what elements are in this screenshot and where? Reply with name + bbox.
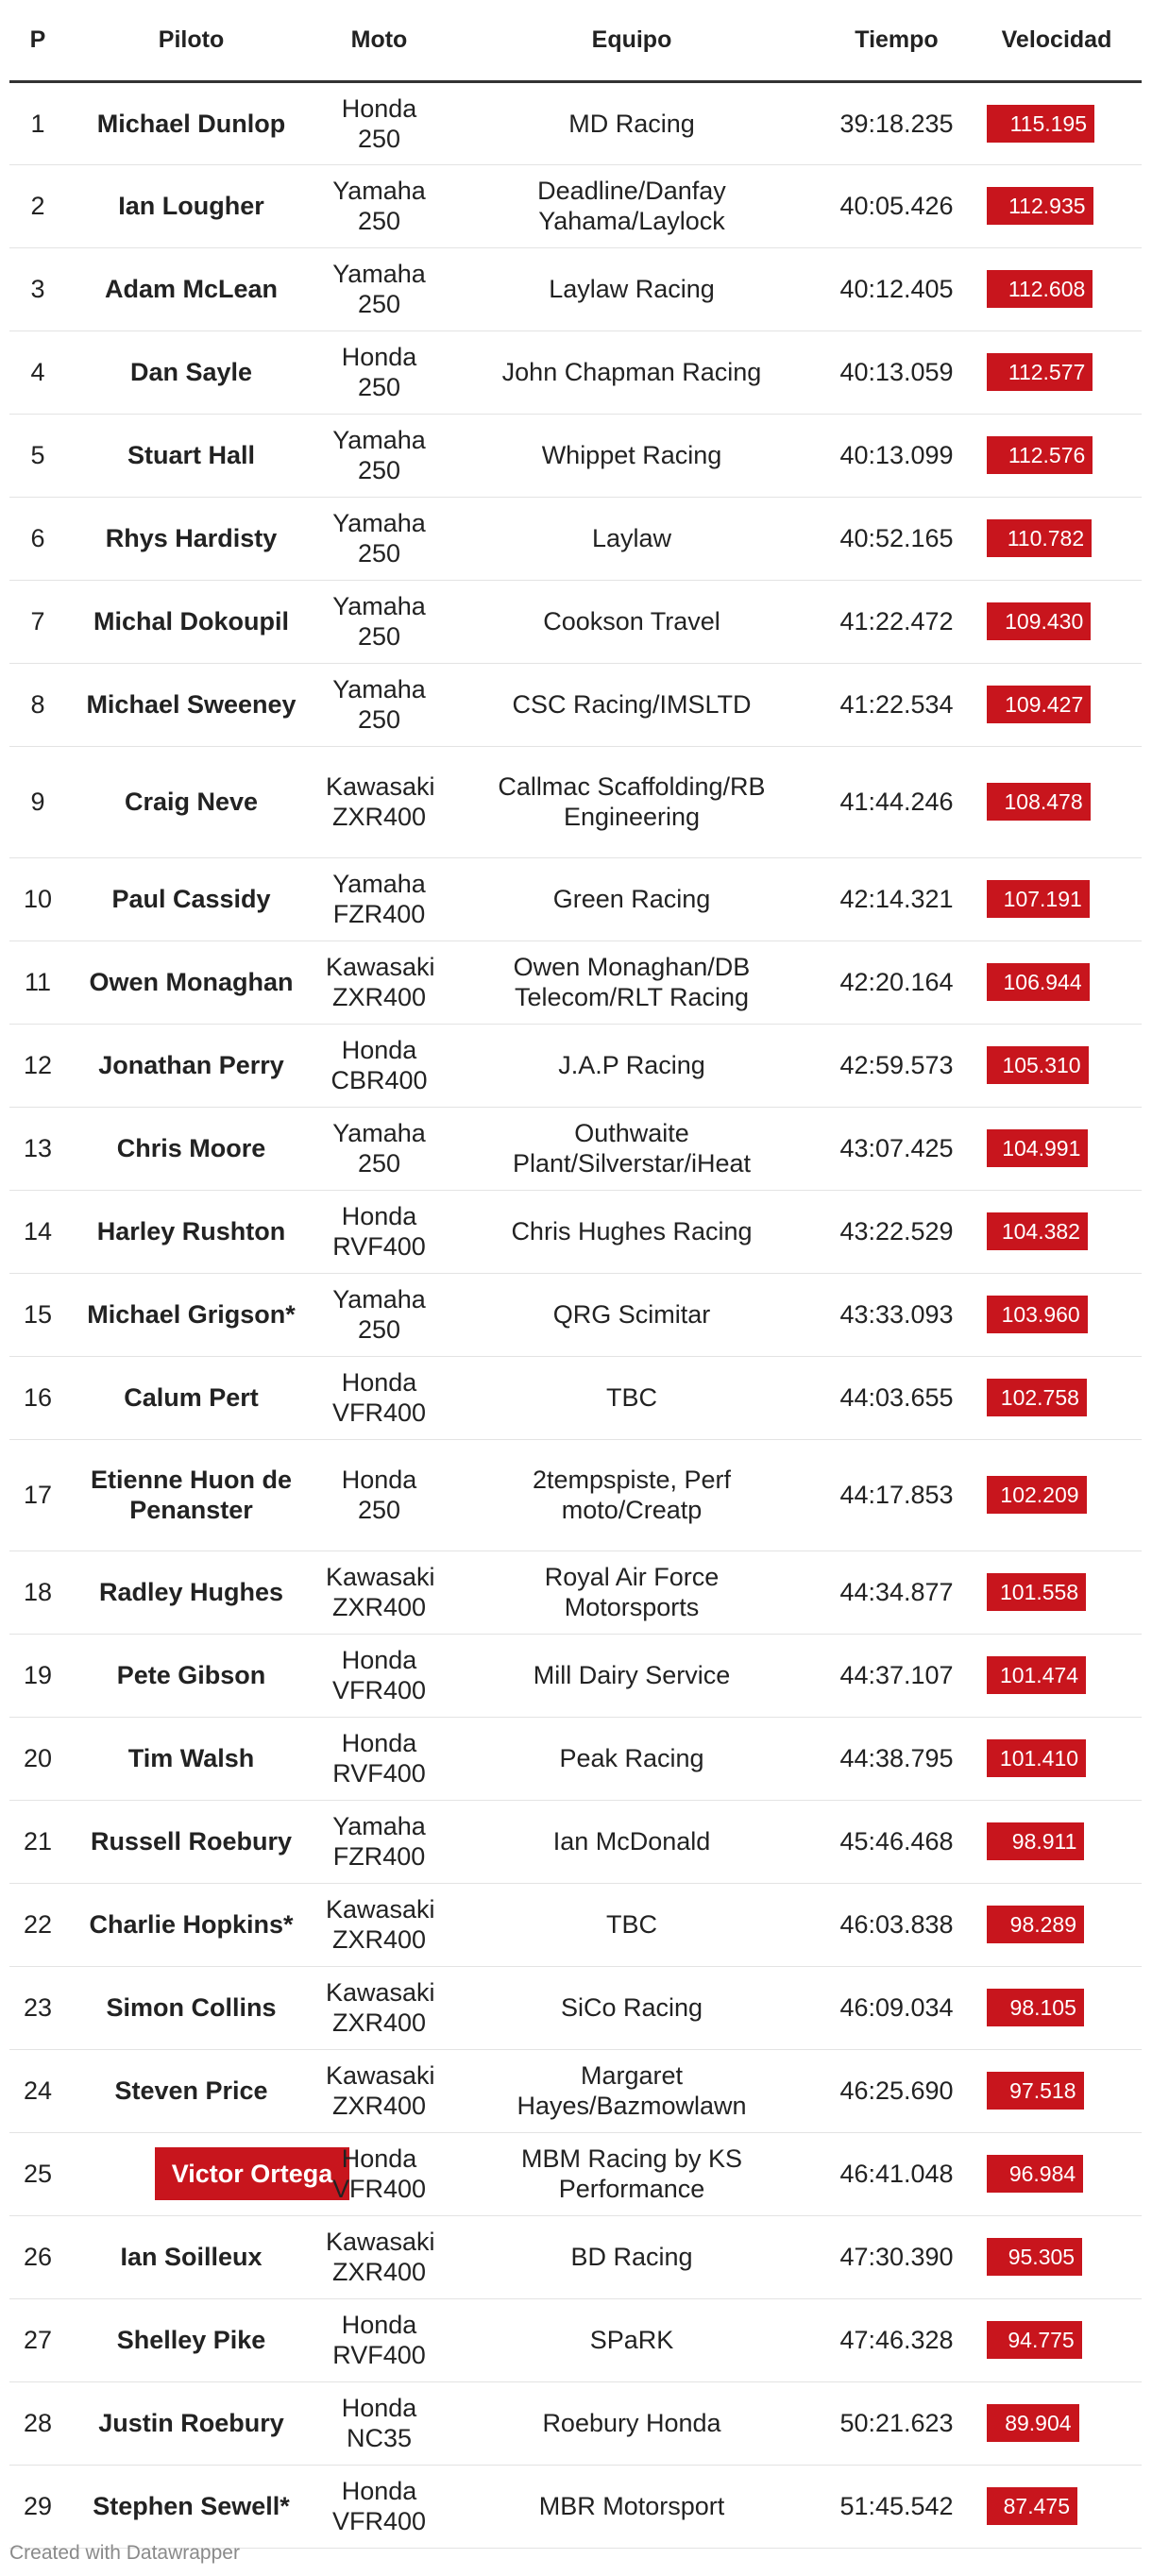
position-cell: 12 <box>9 1024 66 1107</box>
bike-cell: Honda VFR400 <box>316 1356 442 1439</box>
speed-bar: 108.478 <box>987 783 1091 821</box>
rider-cell <box>66 746 316 857</box>
rider-name: Victor Ortega <box>155 2147 349 2200</box>
team-cell: Mill Dairy Service <box>442 1634 822 1717</box>
speed-bar: 101.474 <box>987 1656 1086 1694</box>
speed-cell <box>972 164 1142 247</box>
time-cell: 46:03.838 <box>822 1883 972 1966</box>
speed-cell <box>972 1107 1142 1190</box>
team-cell: Laylaw Racing <box>442 247 822 330</box>
bike-cell: Honda RVF400 <box>316 2298 442 2381</box>
speed-cell <box>972 1717 1142 1800</box>
rider-name: Paul Cassidy <box>111 885 271 913</box>
time-cell: 46:25.690 <box>822 2049 972 2132</box>
table-row <box>9 2215 1142 2298</box>
speed-bar: 112.935 <box>987 187 1093 225</box>
table-row <box>9 247 1142 330</box>
time-cell: 46:41.048 <box>822 2132 972 2215</box>
bike-cell: Kawasaki ZXR400 <box>316 1966 442 2049</box>
team-cell: TBC <box>442 1356 822 1439</box>
speed-cell <box>972 663 1142 746</box>
position-cell: 23 <box>9 1966 66 2049</box>
rider-name: Jonathan Perry <box>98 1051 284 1079</box>
time-cell: 51:45.542 <box>822 2465 972 2548</box>
table-row <box>9 81 1142 164</box>
rider-name: Michael Sweeney <box>86 690 296 719</box>
rider-name: Michael Grigson* <box>87 1300 296 1329</box>
bike-cell: Honda 250 <box>316 330 442 414</box>
position-cell: 24 <box>9 2049 66 2132</box>
rider-cell <box>66 1356 316 1439</box>
rider-cell <box>66 1966 316 2049</box>
team-cell: Peak Racing <box>442 1717 822 1800</box>
position-cell: 11 <box>9 941 66 1024</box>
speed-bar: 89.904 <box>987 2404 1079 2442</box>
table-row <box>9 2132 1142 2215</box>
position-cell: 14 <box>9 1190 66 1273</box>
speed-bar: 105.310 <box>987 1046 1089 1084</box>
speed-cell <box>972 497 1142 580</box>
speed-cell <box>972 1190 1142 1273</box>
time-cell: 44:17.853 <box>822 1439 972 1551</box>
team-cell: CSC Racing/IMSLTD <box>442 663 822 746</box>
bike-cell: Honda VFR400 <box>316 2132 442 2215</box>
speed-bar: 109.427 <box>987 686 1091 723</box>
team-cell: Whippet Racing <box>442 414 822 497</box>
rider-name: Craig Neve <box>124 788 259 816</box>
speed-cell <box>972 1273 1142 1356</box>
speed-cell <box>972 81 1142 164</box>
time-cell: 50:21.623 <box>822 2381 972 2465</box>
team-cell: Royal Air Force Motorsports <box>442 1551 822 1634</box>
rider-cell <box>66 1800 316 1883</box>
position-cell: 17 <box>9 1439 66 1551</box>
table-row <box>9 2465 1142 2548</box>
team-cell: John Chapman Racing <box>442 330 822 414</box>
position-cell: 2 <box>9 164 66 247</box>
position-cell: 6 <box>9 497 66 580</box>
table-row <box>9 1107 1142 1190</box>
rider-name: Stuart Hall <box>127 441 256 469</box>
table-row <box>9 414 1142 497</box>
team-cell: Callmac Scaffolding/RB Engineering <box>442 746 822 857</box>
rider-cell <box>66 2049 316 2132</box>
bike-cell: Yamaha 250 <box>316 164 442 247</box>
position-cell: 21 <box>9 1800 66 1883</box>
rider-name: Calum Pert <box>124 1383 259 1412</box>
time-cell: 44:38.795 <box>822 1717 972 1800</box>
team-cell: QRG Scimitar <box>442 1273 822 1356</box>
table-row <box>9 1273 1142 1356</box>
rider-cell <box>66 2381 316 2465</box>
time-cell: 39:18.235 <box>822 81 972 164</box>
bike-cell: Kawasaki ZXR400 <box>316 941 442 1024</box>
team-cell: Ian McDonald <box>442 1800 822 1883</box>
bike-cell: Honda VFR400 <box>316 1634 442 1717</box>
bike-cell: Kawasaki ZXR400 <box>316 1551 442 1634</box>
speed-cell <box>972 2215 1142 2298</box>
time-cell: 41:22.472 <box>822 580 972 663</box>
header-team[interactable]: Equipo <box>442 0 822 81</box>
team-cell: Chris Hughes Racing <box>442 1190 822 1273</box>
table-row <box>9 330 1142 414</box>
position-cell: 10 <box>9 857 66 941</box>
rider-cell <box>66 414 316 497</box>
rider-cell <box>66 164 316 247</box>
time-cell: 40:13.099 <box>822 414 972 497</box>
bike-cell: Kawasaki ZXR400 <box>316 746 442 857</box>
team-cell: SiCo Racing <box>442 1966 822 2049</box>
speed-bar: 103.960 <box>987 1296 1088 1333</box>
rider-cell <box>66 1439 316 1551</box>
rider-name: Justin Roebury <box>98 2409 284 2437</box>
speed-cell <box>972 1356 1142 1439</box>
table-body <box>9 81 1142 2548</box>
rider-cell <box>66 663 316 746</box>
table-row <box>9 1634 1142 1717</box>
header-position[interactable]: P <box>9 0 66 81</box>
speed-cell <box>972 941 1142 1024</box>
rider-cell <box>66 81 316 164</box>
bike-cell: Yamaha 250 <box>316 414 442 497</box>
rider-name: Radley Hughes <box>98 1578 284 1606</box>
position-cell: 3 <box>9 247 66 330</box>
speed-bar: 87.475 <box>987 2487 1077 2525</box>
speed-bar: 109.430 <box>987 602 1091 640</box>
speed-cell <box>972 247 1142 330</box>
rider-cell <box>66 580 316 663</box>
speed-bar: 107.191 <box>987 880 1090 918</box>
speed-bar: 102.209 <box>987 1476 1087 1514</box>
time-cell: 47:46.328 <box>822 2298 972 2381</box>
rider-cell <box>66 1107 316 1190</box>
time-cell: 41:44.246 <box>822 746 972 857</box>
rider-name: Shelley Pike <box>116 2326 266 2354</box>
rider-name: Michael Dunlop <box>96 109 286 138</box>
team-cell: SPaRK <box>442 2298 822 2381</box>
rider-cell <box>66 2215 316 2298</box>
position-cell: 18 <box>9 1551 66 1634</box>
rider-cell <box>66 1273 316 1356</box>
table-row <box>9 1800 1142 1883</box>
rider-cell <box>66 2465 316 2548</box>
time-cell: 43:22.529 <box>822 1190 972 1273</box>
results-table-container <box>9 0 1142 2549</box>
position-cell: 20 <box>9 1717 66 1800</box>
time-cell: 44:37.107 <box>822 1634 972 1717</box>
speed-cell <box>972 1966 1142 2049</box>
bike-cell: Kawasaki ZXR400 <box>316 2049 442 2132</box>
time-cell: 43:07.425 <box>822 1107 972 1190</box>
rider-name: Tim Walsh <box>127 1744 255 1772</box>
table-row <box>9 164 1142 247</box>
speed-cell <box>972 1800 1142 1883</box>
bike-cell: Honda 250 <box>316 1439 442 1551</box>
speed-cell <box>972 414 1142 497</box>
speed-bar: 104.382 <box>987 1212 1088 1250</box>
position-cell: 9 <box>9 746 66 857</box>
team-cell: Outhwaite Plant/Silverstar/iHeat <box>442 1107 822 1190</box>
rider-cell <box>66 1024 316 1107</box>
team-cell: MD Racing <box>442 81 822 164</box>
rider-name: Simon Collins <box>106 1993 277 2022</box>
speed-bar: 95.305 <box>987 2238 1082 2276</box>
time-cell: 40:05.426 <box>822 164 972 247</box>
time-cell: 40:52.165 <box>822 497 972 580</box>
rider-cell <box>66 1190 316 1273</box>
speed-bar: 112.577 <box>987 353 1093 391</box>
speed-bar: 98.105 <box>987 1989 1084 2026</box>
speed-bar: 112.608 <box>987 270 1093 308</box>
position-cell: 15 <box>9 1273 66 1356</box>
header-speed[interactable]: Velocidad <box>972 0 1142 81</box>
rider-name: Stephen Sewell* <box>93 2492 290 2520</box>
bike-cell: Yamaha 250 <box>316 1107 442 1190</box>
position-cell: 16 <box>9 1356 66 1439</box>
rider-cell <box>66 2298 316 2381</box>
rider-name: Dan Sayle <box>129 358 253 386</box>
rider-cell <box>66 497 316 580</box>
rider-name: Rhys Hardisty <box>105 524 278 552</box>
time-cell: 42:59.573 <box>822 1024 972 1107</box>
speed-bar: 96.984 <box>987 2155 1083 2193</box>
speed-bar: 112.576 <box>987 436 1093 474</box>
speed-bar: 94.775 <box>987 2321 1082 2359</box>
rider-name: Ian Lougher <box>118 192 264 220</box>
speed-cell <box>972 1634 1142 1717</box>
header-bike[interactable]: Moto <box>316 0 442 81</box>
position-cell: 19 <box>9 1634 66 1717</box>
team-cell: J.A.P Racing <box>442 1024 822 1107</box>
bike-cell: Honda RVF400 <box>316 1190 442 1273</box>
position-cell: 1 <box>9 81 66 164</box>
rider-name: Harley Rushton <box>96 1217 286 1246</box>
time-cell: 44:03.655 <box>822 1356 972 1439</box>
table-row <box>9 1966 1142 2049</box>
header-rider[interactable]: Piloto <box>66 0 316 81</box>
time-cell: 43:33.093 <box>822 1273 972 1356</box>
time-cell: 45:46.468 <box>822 1800 972 1883</box>
table-row <box>9 2298 1142 2381</box>
table-row <box>9 1883 1142 1966</box>
bike-cell: Yamaha 250 <box>316 247 442 330</box>
speed-cell <box>972 1551 1142 1634</box>
time-cell: 47:30.390 <box>822 2215 972 2298</box>
rider-name: Steven Price <box>114 2076 268 2105</box>
bike-cell: Kawasaki ZXR400 <box>316 1883 442 1966</box>
bike-cell: Honda NC35 <box>316 2381 442 2465</box>
speed-bar: 110.782 <box>987 519 1092 557</box>
bike-cell: Yamaha 250 <box>316 1273 442 1356</box>
team-cell: Laylaw <box>442 497 822 580</box>
table-row <box>9 1024 1142 1107</box>
speed-cell <box>972 2049 1142 2132</box>
position-cell: 28 <box>9 2381 66 2465</box>
team-cell: Cookson Travel <box>442 580 822 663</box>
speed-bar: 101.410 <box>987 1739 1086 1777</box>
table-row <box>9 1439 1142 1551</box>
bike-cell: Honda CBR400 <box>316 1024 442 1107</box>
bike-cell: Yamaha FZR400 <box>316 1800 442 1883</box>
header-time[interactable]: Tiempo <box>822 0 972 81</box>
team-cell: Deadline/Danfay Yahama/Laylock <box>442 164 822 247</box>
speed-cell <box>972 857 1142 941</box>
rider-cell <box>66 1717 316 1800</box>
table-row <box>9 1190 1142 1273</box>
team-cell: 2tempspiste, Perf moto/Creatp <box>442 1439 822 1551</box>
table-row <box>9 746 1142 857</box>
speed-bar: 101.558 <box>987 1573 1086 1611</box>
position-cell: 7 <box>9 580 66 663</box>
rider-name: Etienne Huon de Penanster <box>90 1466 292 1524</box>
position-cell: 22 <box>9 1883 66 1966</box>
rider-cell <box>66 1883 316 1966</box>
position-cell: 29 <box>9 2465 66 2548</box>
speed-cell <box>972 2465 1142 2548</box>
rider-name: Pete Gibson <box>116 1661 266 1689</box>
bike-cell: Honda RVF400 <box>316 1717 442 1800</box>
time-cell: 40:12.405 <box>822 247 972 330</box>
table-row <box>9 2049 1142 2132</box>
speed-cell <box>972 1439 1142 1551</box>
table-row <box>9 1717 1142 1800</box>
table-row <box>9 1356 1142 1439</box>
datawrapper-credit[interactable]: Created with Datawrapper <box>9 2542 240 2564</box>
speed-cell <box>972 2132 1142 2215</box>
speed-bar: 104.991 <box>987 1129 1088 1167</box>
speed-cell <box>972 1024 1142 1107</box>
team-cell: MBM Racing by KS Performance <box>442 2132 822 2215</box>
position-cell: 26 <box>9 2215 66 2298</box>
speed-cell <box>972 2298 1142 2381</box>
team-cell: Green Racing <box>442 857 822 941</box>
table-row <box>9 2381 1142 2465</box>
rider-cell <box>66 941 316 1024</box>
table-row <box>9 663 1142 746</box>
results-table <box>9 0 1142 2549</box>
bike-cell: Honda 250 <box>316 81 442 164</box>
bike-cell: Kawasaki ZXR400 <box>316 2215 442 2298</box>
table-row <box>9 1551 1142 1634</box>
rider-cell <box>66 1551 316 1634</box>
rider-name: Adam McLean <box>104 275 279 303</box>
time-cell: 42:14.321 <box>822 857 972 941</box>
team-cell: MBR Motorsport <box>442 2465 822 2548</box>
speed-bar: 98.289 <box>987 1906 1084 1943</box>
table-row <box>9 497 1142 580</box>
table-row <box>9 580 1142 663</box>
rider-cell <box>66 247 316 330</box>
team-cell: Owen Monaghan/DB Telecom/RLT Racing <box>442 941 822 1024</box>
position-cell: 27 <box>9 2298 66 2381</box>
rider-name: Michal Dokoupil <box>93 607 289 636</box>
table-row <box>9 857 1142 941</box>
table-header <box>9 0 1142 81</box>
rider-cell <box>66 1634 316 1717</box>
team-cell: TBC <box>442 1883 822 1966</box>
speed-cell <box>972 580 1142 663</box>
time-cell: 42:20.164 <box>822 941 972 1024</box>
position-cell: 4 <box>9 330 66 414</box>
time-cell: 44:34.877 <box>822 1551 972 1634</box>
rider-cell <box>66 857 316 941</box>
speed-bar: 115.195 <box>987 105 1094 143</box>
speed-bar: 102.758 <box>987 1379 1087 1416</box>
speed-cell <box>972 746 1142 857</box>
bike-cell: Honda VFR400 <box>316 2465 442 2548</box>
speed-cell <box>972 2381 1142 2465</box>
position-cell: 5 <box>9 414 66 497</box>
speed-bar: 97.518 <box>987 2072 1084 2110</box>
rider-cell <box>66 2132 333 2215</box>
rider-name: Owen Monaghan <box>89 968 294 996</box>
speed-bar: 106.944 <box>987 963 1090 1001</box>
rider-cell <box>66 330 316 414</box>
team-cell: Margaret Hayes/Bazmowlawn <box>442 2049 822 2132</box>
position-cell: 13 <box>9 1107 66 1190</box>
team-cell: Roebury Honda <box>442 2381 822 2465</box>
rider-name: Ian Soilleux <box>120 2243 263 2271</box>
speed-cell <box>972 1883 1142 1966</box>
rider-name: Chris Moore <box>116 1134 266 1162</box>
table-row <box>9 941 1142 1024</box>
bike-cell: Yamaha 250 <box>316 663 442 746</box>
rider-name: Charlie Hopkins* <box>89 1910 294 1939</box>
bike-cell: Yamaha 250 <box>316 497 442 580</box>
time-cell: 40:13.059 <box>822 330 972 414</box>
time-cell: 46:09.034 <box>822 1966 972 2049</box>
rider-name: Russell Roebury <box>90 1827 293 1856</box>
time-cell: 41:22.534 <box>822 663 972 746</box>
bike-cell: Yamaha 250 <box>316 580 442 663</box>
position-cell: 25 <box>9 2132 66 2215</box>
team-cell: BD Racing <box>442 2215 822 2298</box>
bike-cell: Yamaha FZR400 <box>316 857 442 941</box>
speed-bar: 98.911 <box>987 1822 1084 1860</box>
speed-cell <box>972 330 1142 414</box>
position-cell: 8 <box>9 663 66 746</box>
